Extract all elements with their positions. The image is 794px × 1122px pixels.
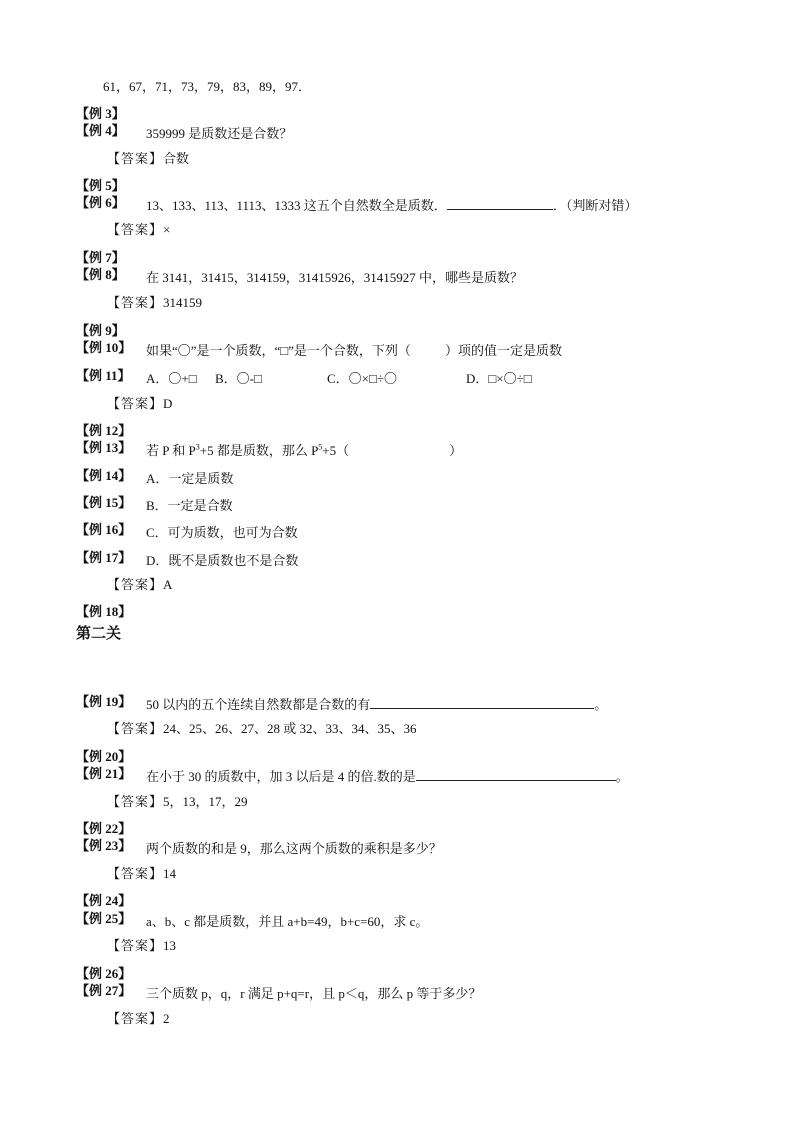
question-text: 如果“〇”是一个质数，“□”是一个合数，下列（ bbox=[146, 343, 411, 358]
example-18-label: 【例 18】 bbox=[76, 604, 132, 619]
question-tail: 。 bbox=[594, 697, 608, 712]
question-tail: ）项的值一定是质数 bbox=[444, 343, 562, 358]
prime-list-line: 61，67，71，73，79，83，89，97． bbox=[103, 79, 312, 94]
answer-blank bbox=[370, 696, 594, 709]
answer-value: × bbox=[163, 222, 171, 237]
example-25-label: 【例 25】 bbox=[76, 911, 132, 926]
answer-key: 【答案】 bbox=[107, 1011, 164, 1026]
answer-8 bbox=[107, 295, 202, 311]
example-14 bbox=[76, 468, 131, 484]
answer-key: 【答案】 bbox=[107, 938, 164, 953]
answer-value: 24、25、26、27、28 或 32、33、34、35、36 bbox=[163, 721, 417, 736]
example-13-label: 【例 13】 bbox=[76, 440, 132, 455]
q13-close: ） bbox=[449, 443, 463, 458]
answer-25 bbox=[107, 938, 176, 954]
answer-key: 【答案】 bbox=[107, 222, 164, 237]
answer-21 bbox=[107, 794, 248, 810]
option-14: A．一定是质数 bbox=[146, 471, 234, 486]
q13-exp-1: 3 bbox=[195, 442, 200, 452]
answer-value: 5，13，17，29 bbox=[163, 794, 248, 809]
example-17 bbox=[76, 550, 131, 566]
example-21-label: 【例 21】 bbox=[76, 766, 132, 781]
answer-key: 【答案】 bbox=[107, 295, 164, 310]
answer-27 bbox=[107, 1011, 170, 1027]
example-8 bbox=[76, 267, 125, 283]
answer-value: 314159 bbox=[163, 295, 203, 310]
example-23-label: 【例 23】 bbox=[76, 838, 132, 853]
example-13-question bbox=[146, 440, 462, 459]
question-text: 在小于 30 的质数中，加 3 以后是 4 的倍.数的是 bbox=[146, 769, 416, 784]
answer-value: 13 bbox=[163, 938, 177, 953]
example-10 bbox=[76, 340, 131, 356]
option-d: D．□×〇÷□ bbox=[466, 371, 532, 386]
example-19 bbox=[76, 694, 131, 710]
example-3-label: 【例 3】 bbox=[76, 106, 125, 121]
example-20-label: 【例 20】 bbox=[76, 749, 132, 764]
example-23 bbox=[76, 838, 131, 854]
example-11-label: 【例 11】 bbox=[76, 368, 131, 383]
example-14-label: 【例 14】 bbox=[76, 468, 132, 483]
example-21-question bbox=[146, 766, 629, 785]
example-6-label: 【例 6】 bbox=[76, 195, 125, 210]
q13-post: +5（ bbox=[322, 443, 350, 458]
answer-value: 14 bbox=[163, 866, 177, 881]
example-23-question: 两个质数的和是 9，那么这两个质数的乘积是多少？ bbox=[146, 841, 442, 856]
answer-value: A bbox=[163, 577, 173, 592]
answer-value: 2 bbox=[163, 1011, 170, 1026]
answer-11 bbox=[107, 396, 172, 412]
example-27 bbox=[76, 983, 131, 999]
example-15 bbox=[76, 495, 131, 511]
answer-4 bbox=[107, 151, 189, 167]
example-21 bbox=[76, 766, 131, 782]
example-19-label: 【例 19】 bbox=[76, 694, 132, 709]
example-13 bbox=[76, 440, 131, 456]
example-25-question: a、b、c 都是质数，并且 a+b=49，b+c=60，求 c。 bbox=[146, 914, 429, 929]
example-8-question: 在 3141，31415，314159，31415926，31415927 中，哪些是质数？ bbox=[146, 270, 524, 285]
example-25 bbox=[76, 911, 131, 927]
example-4 bbox=[76, 123, 125, 139]
example-6-question bbox=[146, 195, 637, 214]
question-text: 50 以内的五个连续自然数都是合数的有 bbox=[146, 697, 371, 712]
section-title: 第二关 bbox=[76, 625, 122, 642]
answer-key: 【答案】 bbox=[107, 794, 164, 809]
example-10-label: 【例 10】 bbox=[76, 340, 132, 355]
example-19-question bbox=[146, 694, 607, 713]
example-4-question: 359999 是质数还是合数？ bbox=[146, 126, 293, 141]
example-17-label: 【例 17】 bbox=[76, 550, 132, 565]
q13-exp-2: 5 bbox=[318, 442, 323, 452]
answer-key: 【答案】 bbox=[107, 577, 164, 592]
question-tail: ．（判断对错） bbox=[552, 198, 638, 213]
example-8-label: 【例 8】 bbox=[76, 267, 125, 282]
example-16-label: 【例 16】 bbox=[76, 522, 132, 537]
question-text: 13、133、113、1113、1333 这五个自然数全是质数． bbox=[146, 198, 447, 213]
answer-key: 【答案】 bbox=[107, 151, 164, 166]
example-15-label: 【例 15】 bbox=[76, 495, 132, 510]
option-17: D．既不是质数也不是合数 bbox=[146, 553, 299, 568]
answer-value: D bbox=[163, 396, 173, 411]
answer-key: 【答案】 bbox=[107, 866, 164, 881]
example-27-label: 【例 27】 bbox=[76, 983, 132, 998]
example-22-label: 【例 22】 bbox=[76, 821, 132, 836]
answer-6 bbox=[107, 222, 170, 238]
example-9-label: 【例 9】 bbox=[76, 323, 125, 338]
example-24-label: 【例 24】 bbox=[76, 893, 132, 908]
q13-mid: +5 都是质数，那么 P bbox=[199, 443, 319, 458]
option-c: C．〇×□÷〇 bbox=[327, 371, 397, 386]
example-11 bbox=[76, 368, 131, 384]
answer-17 bbox=[107, 577, 172, 593]
example-27-question: 三个质数 p，q，r 满足 p+q=r，且 p＜q，那么 p 等于多少？ bbox=[146, 986, 482, 1001]
example-12-label: 【例 12】 bbox=[76, 423, 132, 438]
example-7-label: 【例 7】 bbox=[76, 250, 125, 265]
answer-key: 【答案】 bbox=[107, 721, 164, 736]
example-5-label: 【例 5】 bbox=[76, 178, 125, 193]
example-4-label: 【例 4】 bbox=[76, 123, 125, 138]
answer-key: 【答案】 bbox=[107, 396, 164, 411]
answer-19 bbox=[107, 721, 417, 737]
option-15: B．一定是合数 bbox=[146, 498, 233, 513]
option-16: C．可为质数，也可为合数 bbox=[146, 525, 298, 540]
answer-value: 合数 bbox=[163, 151, 190, 166]
question-tail: 。 bbox=[615, 769, 629, 784]
answer-blank bbox=[416, 768, 616, 781]
option-a: A．〇+□ bbox=[146, 371, 197, 386]
answer-23 bbox=[107, 866, 176, 882]
option-b: B．〇-□ bbox=[215, 371, 262, 386]
example-10-question bbox=[146, 340, 562, 359]
example-6 bbox=[76, 195, 125, 211]
q13-pre: 若 P 和 P bbox=[146, 443, 196, 458]
answer-blank bbox=[447, 197, 553, 210]
example-26-label: 【例 26】 bbox=[76, 966, 132, 981]
example-16 bbox=[76, 522, 131, 538]
